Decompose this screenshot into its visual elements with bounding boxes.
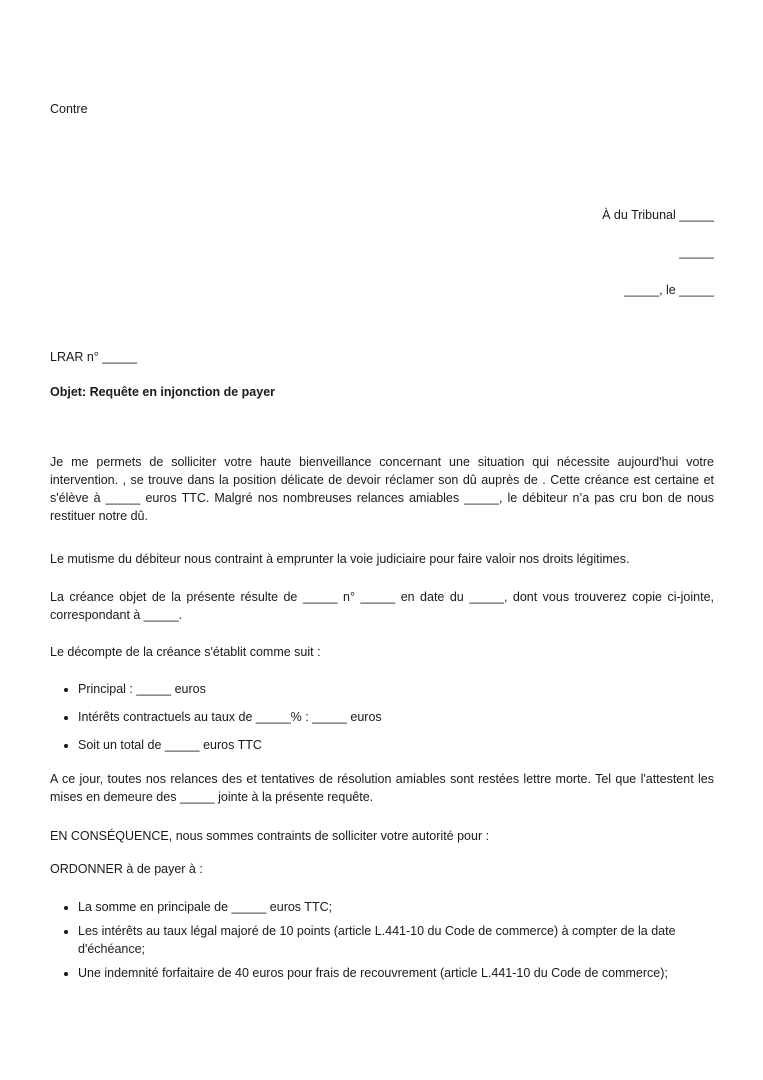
- lrar-number: LRAR n° _____: [50, 350, 137, 364]
- list-item: • Intérêts contractuels au taux de _____% : _____ euros: [78, 708, 742, 726]
- paragraph-intro: Je me permets de solliciter votre haute bienveillance concernant une situation qui nécessite aujourd'hui votre intervention. , se trouve dans la position délicate de devoir réclamer son dû auprès de . Cette créance est certaine et s'élève à _____ euros TTC. Malgré nos nombreuses relances amiables _____, le débiteur n’a pas cru bon de nous restituer notre dû.: [50, 455, 714, 523]
- contre-label: Contre: [50, 102, 88, 116]
- list-item: • Soit un total de _____ euros TTC: [78, 736, 742, 754]
- ordonner-list: [50, 898, 742, 982]
- list-item: • Les intérêts au taux légal majoré de 10 points (article L.441-10 du Code de commerce) à compter de la date d'échéance;: [78, 922, 742, 958]
- paragraph-creance: La créance objet de la présente résulte de _____ n° _____ en date du _____, dont vous trouverez copie ci-jointe, correspondant à _____.: [50, 590, 714, 622]
- list-item: • La somme en principale de _____ euros TTC;: [78, 898, 742, 916]
- paragraph-decompte: Le décompte de la créance s'établit comme suit :: [50, 645, 321, 659]
- objet-line: Objet: Requête en injonction de payer: [50, 385, 276, 399]
- place-date-line: _____, le _____: [624, 283, 714, 297]
- list-item: • Une indemnité forfaitaire de 40 euros pour frais de recouvrement (article L.441-10 du Code de commerce);: [78, 964, 742, 982]
- paragraph-ordonner: ORDONNER à de payer à :: [50, 862, 203, 876]
- paragraph-mutisme: Le mutisme du débiteur nous contraint à emprunter la voie judiciaire pour faire valoir nos droits légitimes.: [50, 552, 630, 566]
- paragraph-consequence: EN CONSÉQUENCE, nous sommes contraints de solliciter votre autorité pour :: [50, 829, 490, 843]
- address-line: _____: [679, 245, 714, 259]
- decompte-list: [50, 680, 742, 754]
- list-item: • Principal : _____ euros: [78, 680, 742, 698]
- paragraph-relances: A ce jour, toutes nos relances des et tentatives de résolution amiables sont restées lettre morte. Tel que l'attestent les mises en demeure des _____ jointe à la présente requête.: [50, 772, 714, 804]
- tribunal-line: À du Tribunal _____: [602, 208, 714, 222]
